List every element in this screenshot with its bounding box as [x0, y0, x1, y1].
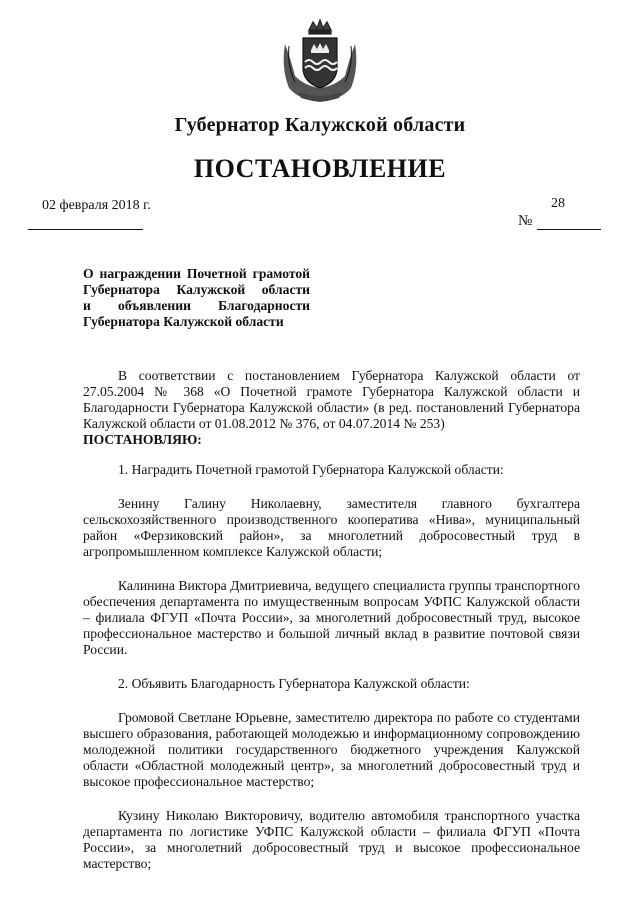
document-number: 28	[551, 196, 565, 211]
document-type-title: ПОСТАНОВЛЕНИЕ	[193, 154, 447, 183]
decree-word: ПОСТАНОВЛЯЮ:	[83, 432, 202, 447]
item-2-heading: 2. Объявить Благодарность Губернатора Калужской области:	[118, 676, 470, 691]
coat-of-arms-icon	[279, 16, 361, 104]
document-subject	[83, 266, 310, 330]
subject-line: и объявлении Благодарности	[83, 298, 310, 313]
item-1-heading: 1. Наградить Почетной грамотой Губернатора Калужской области:	[118, 462, 504, 477]
document-body	[83, 368, 580, 872]
award-paragraph: Калинина Виктора Дмитриевича, ведущего специалиста группы транспортного обеспечения департамента по имущественным вопросам УФПС Калужской области – филиала ФГУП «Почта России», за многолетний добросовестный труд, высокое профессиональное мастерство и большой личный вклад в развитие почтовой связи России.	[83, 578, 580, 657]
award-paragraph: Зенину Галину Николаевну, заместителя главного бухгалтера сельскохозяйственного производственного кооператива «Нива», муниципальный район «Ферзиковский район», за многолетний добросовестный труд в агропромышленном комплексе Калужской области;	[83, 496, 580, 559]
preamble-paragraph: В соответствии с постановлением Губернатора Калужской области от 27.05.2004 № 368 «О Почетной грамоте Губернатора Калужской области и Благодарности Губернатора Калужской области» (в ред. постановлений Губернатора Калужской области от 01.08.2012 № 376, от 04.07.2014 № 253)	[83, 368, 580, 431]
subject-line: Губернатора Калужской области	[83, 282, 310, 297]
number-underline	[537, 229, 601, 230]
thanks-paragraph: Громовой Светлане Юрьевне, заместителю директора по работе со студентами высшего образования, работающей молодежью и информационному сопровождению молодежной политики государственного бюджетного учреждения Калужской области «Областной молодежный центр», за многолетний добросовестный труд и высокое профессиональное мастерство;	[83, 710, 580, 789]
thanks-paragraph: Кузину Николаю Викторовичу, водителю автомобиля транспортного участка департамента по логистике УФПС Калужской области – филиала ФГУП «Почта России», за многолетний добросовестный труд и высокое профессиональное мастерство;	[83, 808, 580, 871]
date-underline	[28, 229, 143, 230]
governor-title: Губернатор Калужской области	[174, 114, 466, 136]
subject-line: Губернатора Калужской области	[83, 314, 284, 329]
subject-line: О награждении Почетной грамотой	[83, 266, 310, 281]
number-sign: №	[518, 213, 533, 229]
document-date: 02 февраля 2018 г.	[42, 198, 151, 213]
